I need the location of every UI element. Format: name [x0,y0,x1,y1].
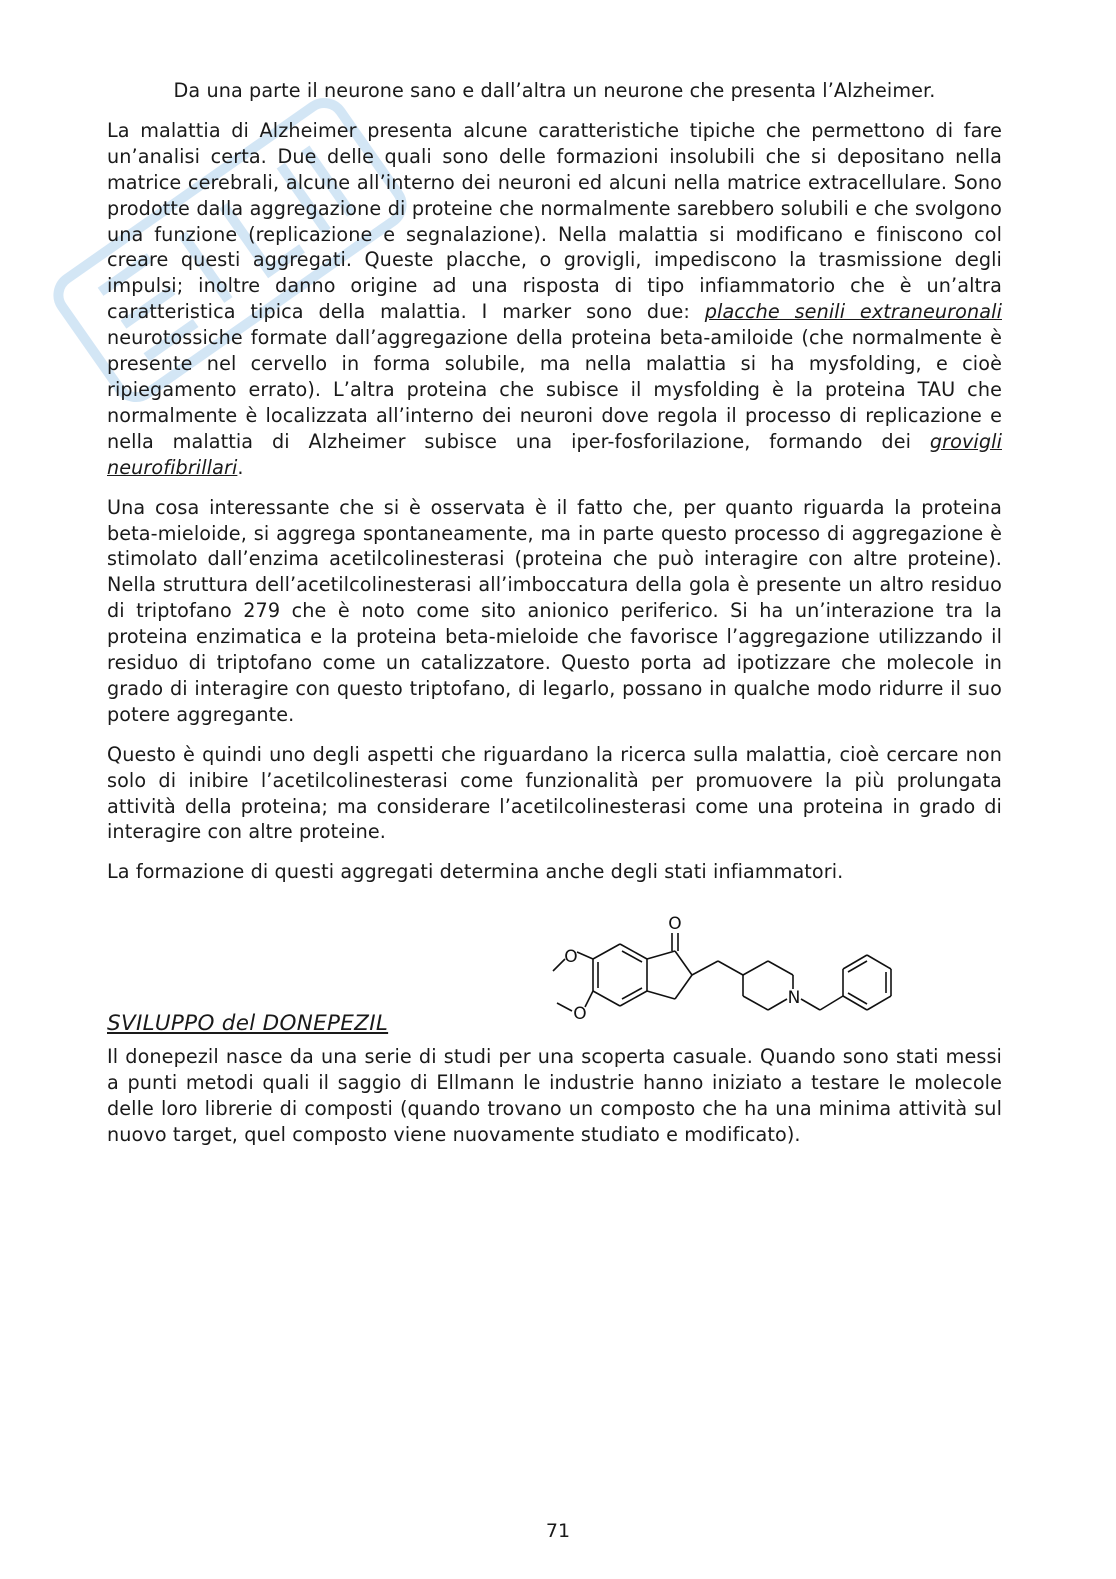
p1-text-start: La malattia di Alzheimer presenta alcune caratteristiche tipiche che permettono di fare un’analisi certa. Due delle quali sono delle formazioni insolubili che si depositano nella matrice cerebrali, alcune all’interno dei neuroni ed alcuni nella matrice extracellulare. Sono prodotte dalla aggregazione di proteine che normalmente sarebbero solubili e che svolgono una funzione (replicazione e segnalazione). Nella malattia si modificano e finiscono col creare questi aggregati. Queste placche, o grovigli, impediscono la trasmissione degli impulsi; inoltre danno origine ad una risposta di tipo infiammatorio che è un’altra caratteristica tipica della malattia. I marker sono due: [107,118,1002,324]
atom-label-oxygen-methoxy-1: O [564,947,578,968]
p1-text-middle: neurotossiche formate dall’aggregazione della proteina beta-amiloide (che normalmente è presente nel cervello in forma solubile, ma nella malattia si ha mysfolding, e cioè ripiegamento errato). L’altra proteina che subisce il mysfolding è la proteina TAU che normalmente è localizzata all’interno dei neuroni dove regola il processo di replicazione e nella malattia di Alzheimer subisce una iper-fosforilazione, formando dei [107,326,1002,453]
page-number: 71 [545,1520,571,1542]
atom-label-oxygen-methoxy-2: O [573,1004,587,1025]
term-placche-senili: placche senili extraneuronali [704,300,1002,324]
donepezil-section-header [107,899,1002,1044]
donepezil-structure-diagram [535,889,895,1039]
paragraph-alzheimer-features [107,118,1002,481]
paragraph-acetylcholinesterase: Una cosa interessante che si è osservata è il fatto che, per quanto riguarda la proteina beta-mieloide, si aggrega spontaneamente, ma in parte questo processo di aggregazione è stimolato dall’enzima acetilcolinesterasi (proteina che può interagire con altre proteine). Nella struttura dell’acetilcolinesterasi all’imboccatura della gola è presente un altro residuo di triptofano 279 che è noto come sito anionico periferico. Si ha un’interazione tra la proteina enzimatica e la proteina beta-mieloide che favorisce l’aggregazione utilizzando il residuo di triptofano come un catalizzatore. Questo porta ad ipotizzare che molecole in grado di interagire con questo triptofano, di legarlo, possano in qualche modo ridurre il suo potere aggregante. [107,495,1002,726]
atom-label-oxygen-carbonyl: O [668,914,682,935]
term-grovigli-neurofibrillari: grovigli neurofibrillari [107,429,1002,479]
document-page [107,78,1002,1162]
atom-label-nitrogen: N [787,988,801,1009]
paragraph-inflammation: La formazione di questi aggregati determina anche degli stati infiammatori. [107,860,844,884]
paragraph-donepezil-origin: Il donepezil nasce da una serie di studi per una scoperta casuale. Quando sono stati messi a punti metodi quali il saggio di Ellmann le industrie hanno iniziato a testare le molecole delle loro librerie di composti (quando trovano un composto che ha una minima attività sul nuovo target, quel composto viene nuovamente studiato e modificato). [107,1045,1002,1146]
section-title: SVILUPPO del DONEPEZIL [107,1011,389,1037]
figure-caption: Da una parte il neurone sano e dall’altra un neurone che presenta l’Alzheimer. [173,79,936,102]
p1-text-end: . [237,455,244,479]
paragraph-research-aspects: Questo è quindi uno degli aspetti che riguardano la ricerca sulla malattia, cioè cercare non solo di inibire l’acetilcolinesterasi come funzionalità per promuovere la più prolungata attività della proteina; ma considerare l’acetilcolinesterasi come una proteina in grado di interagire con altre proteine. [107,742,1002,844]
